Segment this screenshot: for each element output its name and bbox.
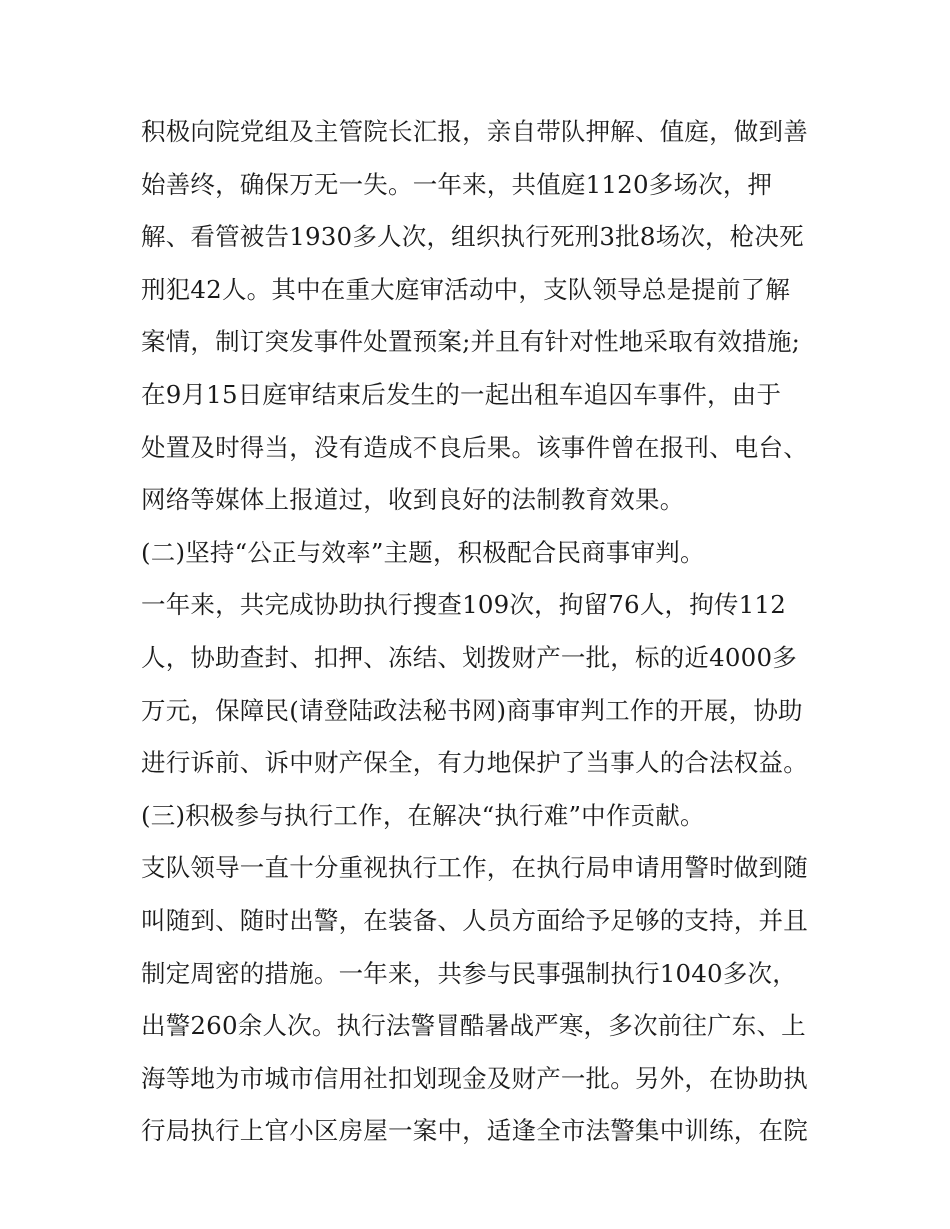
section-heading-2: (二)坚持“公正与效率”主题，积极配合民商事审判。 (141, 537, 705, 567)
body-text (141, 106, 821, 1158)
section-heading-3: (三)积极参与执行工作，在解决“执行难”中作贡献。 (141, 800, 705, 830)
text-line: 一年来，共完成协助执行搜查109次，拘留76人，拘传112 (141, 590, 786, 620)
text-line: 出警260余人次。执行法警冒酷暑战严寒，多次前往广东、上 (141, 1011, 806, 1041)
text-line: 人，协助查封、扣押、冻结、划拨财产一批，标的近4000多 (141, 642, 797, 672)
text-line: 网络等媒体上报道过，收到良好的法制教育效果。 (141, 485, 685, 515)
text-line: 刑犯42人。其中在重大庭审活动中，支队领导总是提前了解 (141, 274, 791, 304)
text-line: 进行诉前、诉中财产保全，有力地保护了当事人的合法权益。 (141, 748, 808, 778)
text-line: 叫随到、随时出警，在装备、人员方面给予足够的支持，并且 (141, 905, 808, 935)
text-line: 支队领导一直十分重视执行工作，在执行局申请用警时做到随 (141, 853, 808, 883)
text-line: 行局执行上官小区房屋一案中，适逢全市法警集中训练，在院 (141, 1116, 808, 1146)
text-line: 始善终，确保万无一失。一年来，共值庭1120多场次，押 (141, 169, 773, 199)
text-line: 解、看管被告1930多人次，组织执行死刑3批8场次，枪决死 (141, 222, 804, 252)
text-line: 制定周密的措施。一年来，共参与民事强制执行1040多次， (141, 958, 797, 988)
text-line: 在9月15日庭审结束后发生的一起出租车追囚车事件，由于 (141, 379, 782, 409)
text-line: 海等地为市城市信用社扣划现金及财产一批。另外，在协助执 (141, 1063, 808, 1093)
text-line: 处置及时得当，没有造成不良后果。该事件曾在报刊、电台、 (141, 432, 808, 462)
text-line: 万元，保障民(请登陆政法秘书网)商事审判工作的开展，协助 (141, 695, 803, 725)
text-line: 案情，制订突发事件处置预案;并且有针对性地采取有效措施; (141, 327, 801, 357)
text-line: 积极向院党组及主管院长汇报，亲自带队押解、值庭，做到善 (141, 117, 808, 146)
